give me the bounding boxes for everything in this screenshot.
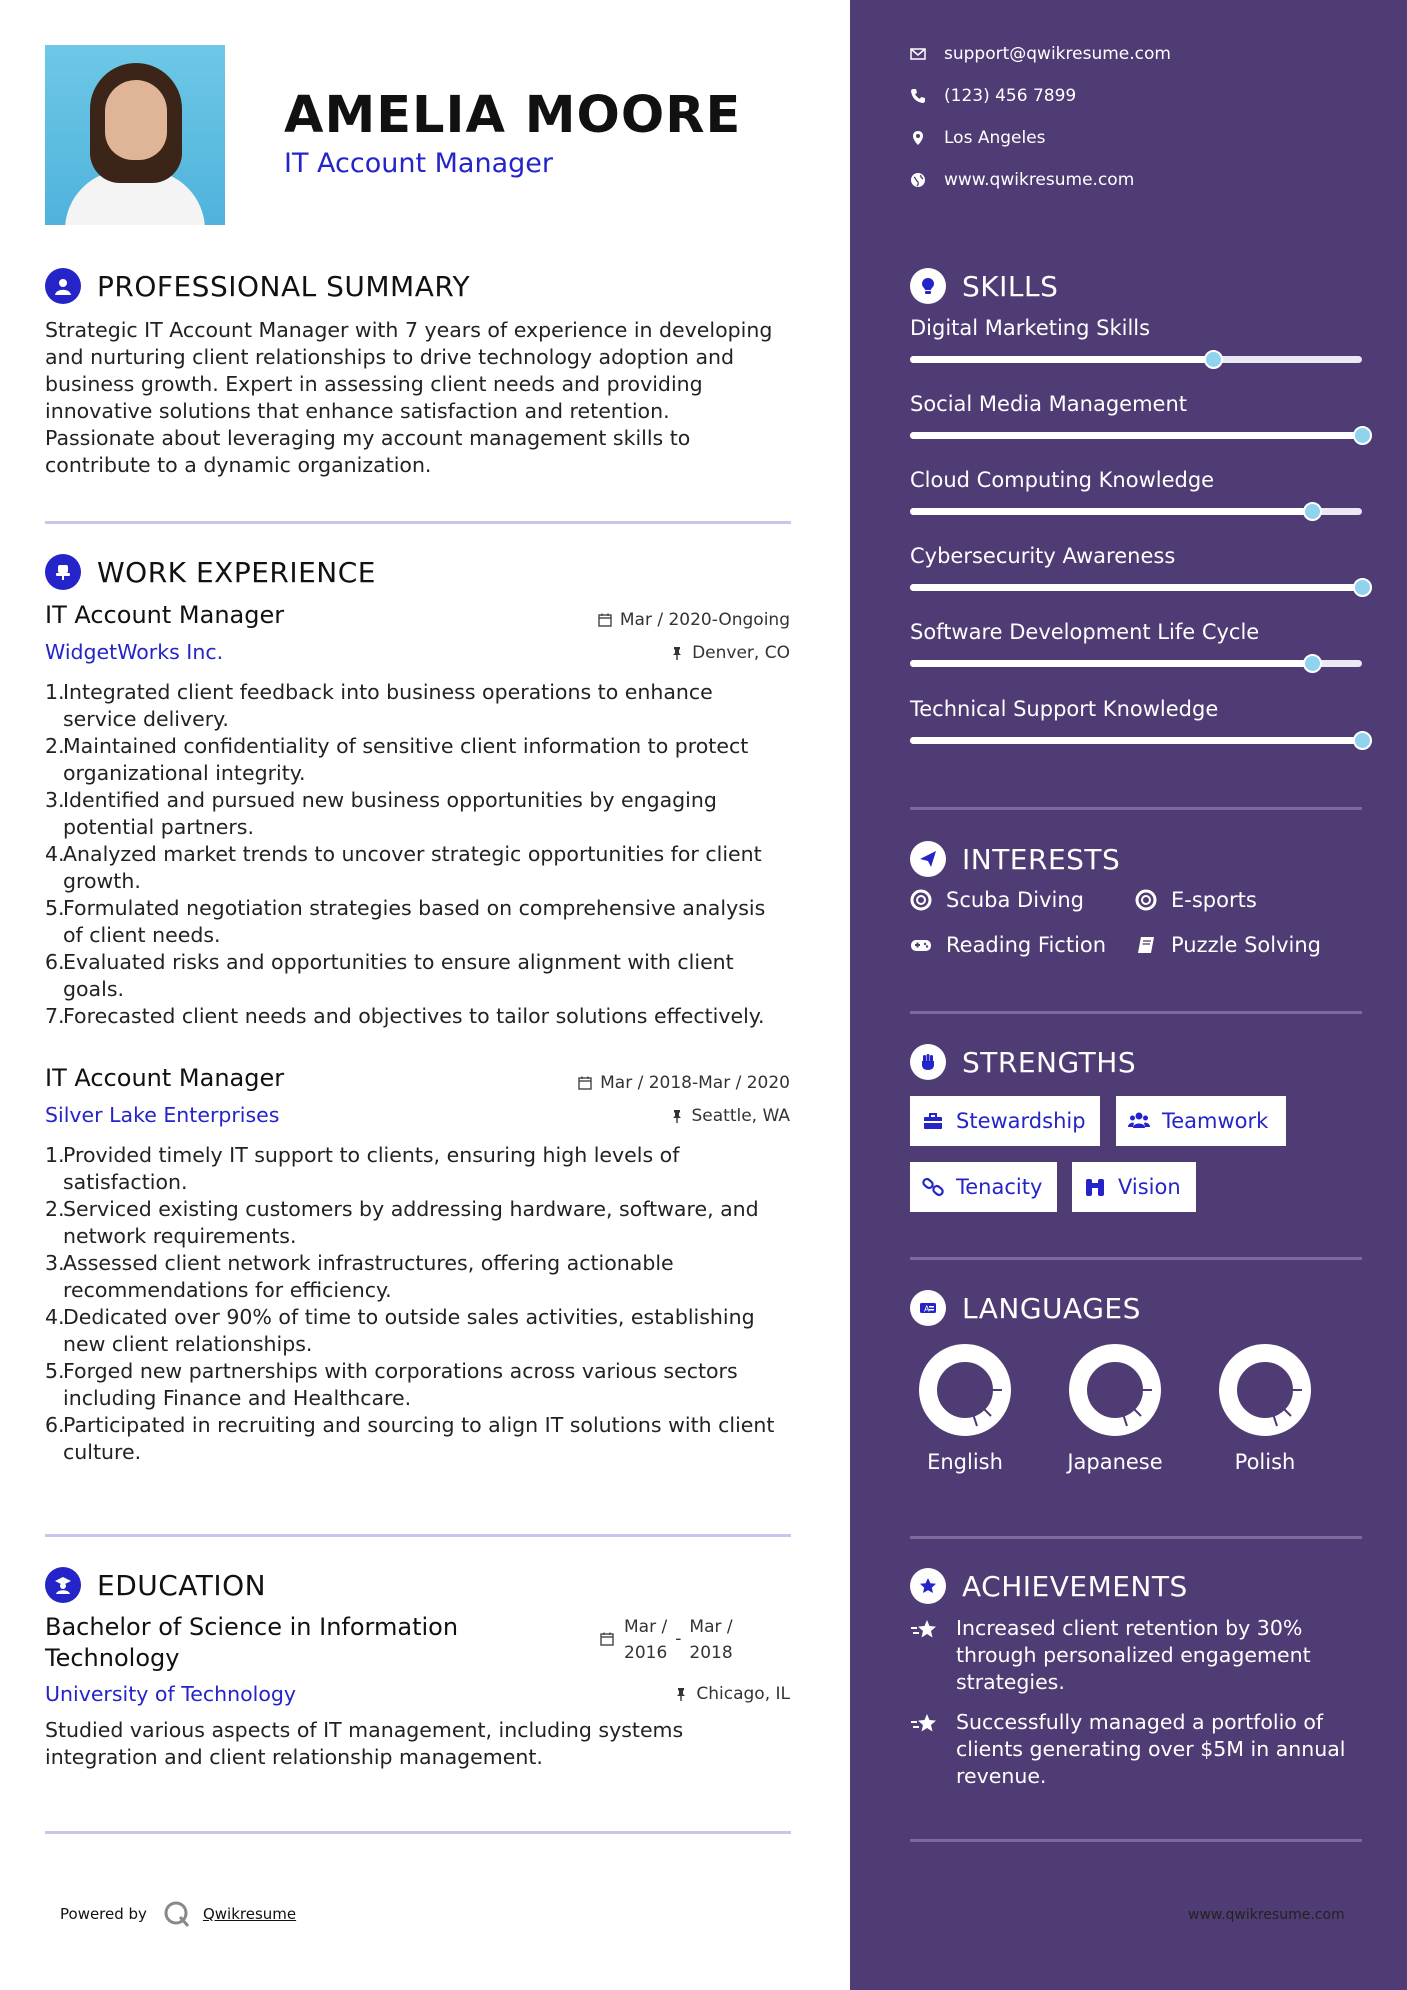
achievement-item: Increased client retention by 30% through personalized engagement strategies. <box>910 1615 1350 1696</box>
interests-heading: INTERESTS <box>910 841 1120 877</box>
contact-phone[interactable]: (123) 456 7899 <box>910 86 1076 106</box>
skills-heading: SKILLS <box>910 268 1058 304</box>
list-item: 2. Maintained confidentiality of sensitive client information to protect organizational integrity. <box>45 734 749 785</box>
skill-bar <box>910 432 1362 439</box>
job-location: Seattle, WA <box>670 1106 791 1126</box>
education-dates: Mar / 2016 - Mar / 2018 <box>600 1614 733 1666</box>
powered-by: Powered by Qwikresume <box>60 1900 296 1928</box>
list-item: 2. Serviced existing customers by addressing hardware, software, and network requirements. <box>45 1197 759 1248</box>
life-ring-icon <box>1135 889 1157 911</box>
list-item: 5. Forged new partnerships with corporations across various sectors including Finance and Healthcare. <box>45 1359 738 1410</box>
skill-bar <box>910 660 1362 667</box>
languages-heading: A LANGUAGES <box>910 1290 1141 1326</box>
company-name: WidgetWorks Inc. <box>45 640 224 664</box>
job-duties <box>45 1142 795 1466</box>
list-item: 4. Dedicated over 90% of time to outside sales activities, establishing new client relationships. <box>45 1305 755 1356</box>
star-badge-icon <box>910 1568 946 1604</box>
paper-plane-icon <box>910 841 946 877</box>
brand-link[interactable]: Qwikresume <box>202 1905 297 1923</box>
divider <box>910 1011 1362 1014</box>
strength-tag: Stewardship <box>910 1096 1100 1146</box>
skill-item: Digital Marketing Skills <box>910 316 1362 340</box>
skill-bar <box>910 584 1362 591</box>
language-ring-icon <box>1217 1342 1313 1438</box>
experience-heading: WORK EXPERIENCE <box>45 554 376 590</box>
skill-knob <box>1204 350 1223 369</box>
job-title: IT Account Manager <box>45 1064 285 1092</box>
strengths-heading: STRENGTHS <box>910 1044 1136 1080</box>
strength-tag: Teamwork <box>1116 1096 1286 1146</box>
list-item: 3. Assessed client network infrastructures, offering actionable recommendations for efficiency. <box>45 1251 674 1302</box>
star-icon <box>910 1619 940 1643</box>
list-item: 6. Evaluated risks and opportunities to ensure alignment with client goals. <box>45 950 734 1001</box>
skill-item: Technical Support Knowledge <box>910 697 1362 721</box>
pin-icon <box>670 646 684 660</box>
sidebar <box>850 0 1407 1990</box>
qwikresume-logo-icon <box>163 1900 191 1928</box>
language-ring-icon <box>1067 1342 1163 1438</box>
gamepad-icon <box>910 934 932 956</box>
summary-heading: PROFESSIONAL SUMMARY <box>45 268 470 304</box>
list-item: 1. Provided timely IT support to clients, ensuring high levels of satisfaction. <box>45 1143 680 1194</box>
skill-item: Social Media Management <box>910 392 1362 416</box>
contact-location: Los Angeles <box>910 128 1046 148</box>
education-description: Studied various aspects of IT management, including systems integration and client relationship management. <box>45 1718 684 1769</box>
list-item: 3. Identified and pursued new business opportunities by engaging potential partners. <box>45 788 717 839</box>
achievement-item: Successfully managed a portfolio of clients generating over $5M in annual revenue. <box>910 1709 1350 1790</box>
language-item: Polish <box>1210 1342 1320 1474</box>
fist-icon <box>910 1044 946 1080</box>
pin-icon <box>670 1109 684 1123</box>
skill-item: Cloud Computing Knowledge <box>910 468 1362 492</box>
candidate-title: IT Account Manager <box>284 148 553 179</box>
skill-knob <box>1303 502 1322 521</box>
link-icon <box>922 1176 944 1198</box>
skill-knob <box>1303 654 1322 673</box>
lightbulb-icon <box>910 268 946 304</box>
pin-icon <box>674 1687 688 1701</box>
contact-website[interactable]: www.qwikresume.com <box>910 170 1134 190</box>
divider <box>910 807 1362 810</box>
degree: Bachelor of Science in Information Technology <box>45 1613 459 1672</box>
school-location: Chicago, IL <box>674 1684 790 1704</box>
calendar-icon <box>600 1632 614 1646</box>
skill-bar <box>910 356 1362 363</box>
education-heading: EDUCATION <box>45 1567 266 1603</box>
graduate-icon <box>45 1567 81 1603</box>
divider <box>45 521 791 524</box>
life-ring-icon <box>910 889 932 911</box>
user-icon <box>45 268 81 304</box>
profile-photo <box>45 45 225 225</box>
strength-tag: Tenacity <box>910 1162 1057 1212</box>
divider <box>910 1536 1362 1539</box>
interest-item: Scuba Diving <box>910 888 1084 912</box>
divider <box>45 1831 791 1834</box>
skill-knob <box>1353 578 1372 597</box>
phone-icon <box>910 88 926 104</box>
skill-knob <box>1353 731 1372 750</box>
list-item: 5. Formulated negotiation strategies based on comprehensive analysis of client needs. <box>45 896 766 947</box>
language-item: English <box>910 1342 1020 1474</box>
skill-item: Cybersecurity Awareness <box>910 544 1362 568</box>
job-date: Mar / 2020-Ongoing <box>598 610 790 630</box>
users-icon <box>1128 1110 1150 1132</box>
interest-item: Reading Fiction <box>910 933 1106 957</box>
job-location: Denver, CO <box>670 643 790 663</box>
contact-email[interactable]: support@qwikresume.com <box>910 44 1171 64</box>
language-icon <box>910 1290 946 1326</box>
language-ring-icon <box>917 1342 1013 1438</box>
footer-url[interactable]: www.qwikresume.com <box>1188 1907 1345 1923</box>
envelope-icon <box>910 46 926 62</box>
skill-item: Software Development Life Cycle <box>910 620 1362 644</box>
achievements-heading: ACHIEVEMENTS <box>910 1568 1188 1604</box>
list-item: 1. Integrated client feedback into business operations to enhance service delivery. <box>45 680 713 731</box>
candidate-name: AMELIA MOORE <box>284 86 742 145</box>
divider <box>45 1534 791 1537</box>
language-item: Japanese <box>1060 1342 1170 1474</box>
skill-knob <box>1353 426 1372 445</box>
strength-tag: Vision <box>1072 1162 1196 1212</box>
svg-text:A: A <box>924 1304 930 1314</box>
book-icon <box>1135 934 1157 956</box>
summary-text: Strategic IT Account Manager with 7 years of experience in developing and nurturing client relationships to drive technology adoption and business growth. Expert in assessing client needs and providing innovative solutions that enhance satisfaction and retention. Passionate about leveraging my account management skills to contribute to a dynamic organization. <box>45 318 773 477</box>
list-item: 4. Analyzed market trends to uncover strategic opportunities for client growth. <box>45 842 762 893</box>
calendar-icon <box>578 1076 592 1090</box>
divider <box>910 1257 1362 1260</box>
interest-item: E-sports <box>1135 888 1257 912</box>
divider <box>910 1839 1362 1842</box>
calendar-icon <box>598 613 612 627</box>
star-icon <box>910 1713 940 1737</box>
binoculars-icon <box>1084 1176 1106 1198</box>
interest-item: Puzzle Solving <box>1135 933 1321 957</box>
skill-bar <box>910 737 1362 744</box>
job-date: Mar / 2018-Mar / 2020 <box>578 1073 790 1093</box>
globe-icon <box>910 172 926 188</box>
company-name: Silver Lake Enterprises <box>45 1103 280 1127</box>
skill-bar <box>910 508 1362 515</box>
job-title: IT Account Manager <box>45 601 285 629</box>
location-icon <box>910 130 926 146</box>
job-duties <box>45 679 795 1030</box>
school-name: University of Technology <box>45 1682 297 1706</box>
list-item: 6. Participated in recruiting and sourcing to align IT solutions with client culture. <box>45 1413 775 1464</box>
toolbox-icon <box>922 1110 944 1132</box>
list-item: 7. Forecasted client needs and objectives to tailor solutions effectively. <box>45 1004 765 1028</box>
briefcase-chair-icon <box>45 554 81 590</box>
